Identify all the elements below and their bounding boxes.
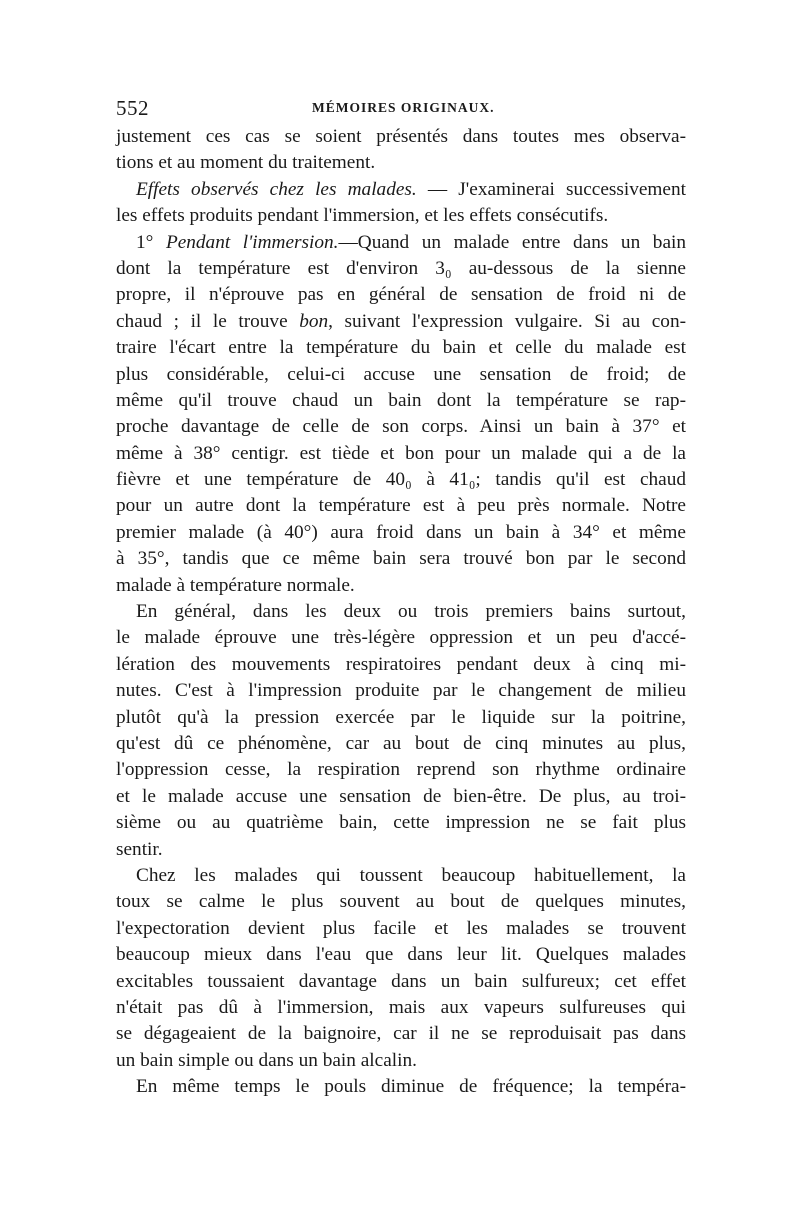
emphasis: bon: [299, 310, 329, 332]
running-title: MÉMOIRES ORIGINAUX.: [312, 100, 495, 115]
body-text: [116, 124, 686, 1100]
text-line: Chez les malades qui toussent beaucoup habituellement, la: [136, 864, 686, 886]
text-line: Effets observés chez les malades. — J'examinerai successivement: [136, 178, 686, 200]
text-line: pour un autre dont la température est à peu près normale. Notre: [116, 495, 686, 517]
text-line: fièvre et une température de 40₀ à 41₀; tandis qu'il est chaud: [116, 469, 686, 491]
text-line: tions et au moment du traitement.: [116, 152, 376, 174]
text-line: malade à température normale.: [116, 574, 355, 596]
text-line: toux se calme le plus souvent au bout de quelques minutes,: [116, 891, 686, 913]
text-line: l'expectoration devient plus facile et les malades se trouvent: [116, 917, 686, 939]
text-line: 1° Pendant l'immersion.—Quand un malade entre dans un bain: [136, 231, 686, 253]
paragraph: [116, 599, 686, 863]
running-header: [116, 92, 686, 124]
text-line: nutes. C'est à l'impression produite par le changement de milieu: [116, 680, 686, 702]
text-line: se dégageaient de la baignoire, car il ne se reproduisait pas dans: [116, 1023, 686, 1045]
text-line: un bain simple ou dans un bain alcalin.: [116, 1049, 417, 1071]
paragraph: [116, 230, 686, 599]
paragraph: [116, 124, 686, 177]
text-line: beaucoup mieux dans l'eau que dans leur lit. Quelques malades: [116, 944, 686, 966]
text-line: propre, il n'éprouve pas en général de sensation de froid ni de: [116, 284, 686, 306]
text-line: En général, dans les deux ou trois premiers bains surtout,: [136, 601, 686, 623]
text-line: En même temps le pouls diminue de fréquence; la tempéra-: [136, 1076, 686, 1098]
text-line: chaud ; il le trouve bon, suivant l'expression vulgaire. Si au con-: [116, 310, 686, 332]
text-line: premier malade (à 40°) aura froid dans un bain à 34° et même: [116, 521, 686, 543]
text-line: dont la température est d'environ 3₀ au-dessous de la sienne: [116, 257, 686, 279]
paragraph: [116, 177, 686, 230]
text-line: plus considérable, celui-ci accuse une sensation de froid; de: [116, 363, 686, 385]
text-line: sième ou au quatrième bain, cette impression ne se fait plus: [116, 812, 686, 834]
text-line: excitables toussaient davantage dans un bain sulfureux; cet effet: [116, 970, 686, 992]
run-in-heading: Pendant l'immersion.: [165, 231, 339, 253]
text-line: sentir.: [116, 838, 163, 860]
book-page: [116, 92, 686, 1100]
text-line: le malade éprouve une très-légère oppression et un peu d'accé-: [116, 627, 686, 649]
page-number: 552: [116, 96, 149, 120]
paragraph: [116, 863, 686, 1074]
run-in-heading: Effets observés chez les malades.: [136, 178, 417, 200]
text-line: les effets produits pendant l'immersion, et les effets consécutifs.: [116, 205, 609, 227]
text-line: justement ces cas se soient présentés dans toutes mes observa-: [116, 126, 686, 147]
text-line: proche davantage de celle de son corps. Ainsi un bain à 37° et: [116, 416, 686, 438]
text-line: à 35°, tandis que ce même bain sera trouvé bon par le second: [116, 548, 686, 570]
text-line: plutôt qu'à la pression exercée par le liquide sur la poitrine,: [116, 706, 686, 728]
text-line: même à 38° centigr. est tiède et bon pour un malade qui a de la: [116, 442, 686, 464]
text-line: lération des mouvements respiratoires pendant deux à cinq mi-: [116, 653, 686, 675]
text-line: et le malade accuse une sensation de bien-être. De plus, au troi-: [116, 785, 686, 807]
text-line: l'oppression cesse, la respiration reprend son rhythme ordinaire: [116, 759, 686, 781]
text-line: même qu'il trouve chaud un bain dont la température se rap-: [116, 389, 686, 411]
text-line: n'était pas dû à l'immersion, mais aux vapeurs sulfureuses qui: [116, 996, 686, 1018]
text-line: qu'est dû ce phénomène, car au bout de cinq minutes au plus,: [116, 732, 686, 754]
text-line: traire l'écart entre la température du bain et celle du malade est: [116, 337, 686, 359]
paragraph: [116, 1074, 686, 1100]
